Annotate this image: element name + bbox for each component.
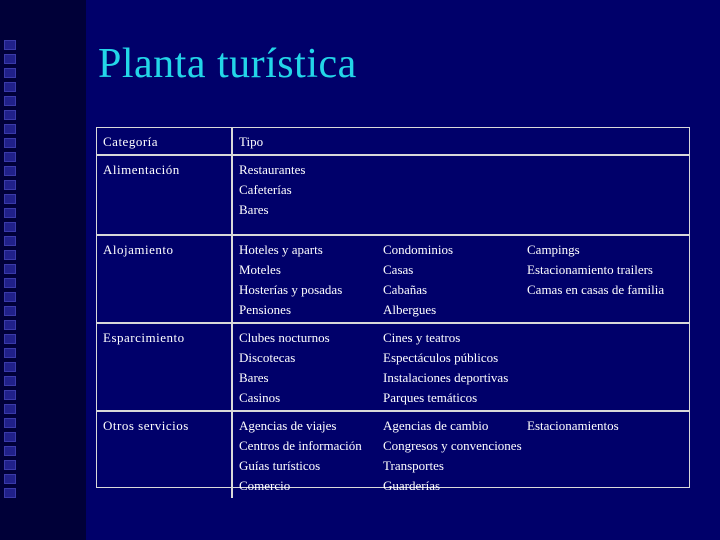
type-item: Parques temáticos <box>383 390 478 405</box>
type-item: Condominios <box>383 242 454 257</box>
type-item: Camas en casas de familia <box>527 282 665 297</box>
type-column-3 <box>527 416 619 496</box>
type-item: Estacionamientos <box>527 418 619 433</box>
category-cell: Esparcimiento <box>97 324 233 412</box>
decorative-square <box>4 82 16 92</box>
type-item: Agencias de cambio <box>383 418 489 433</box>
type-item: Pensiones <box>239 302 291 317</box>
decorative-square <box>4 166 16 176</box>
decorative-square <box>4 110 16 120</box>
type-item: Espectáculos públicos <box>383 350 499 365</box>
type-item: Restaurantes <box>239 162 306 177</box>
type-column-1 <box>239 328 383 408</box>
type-cell <box>233 236 689 324</box>
type-item: Campings <box>527 242 580 257</box>
type-item: Agencias de viajes <box>239 418 337 433</box>
decorative-square <box>4 292 16 302</box>
type-item: Hoteles y aparts <box>239 242 323 257</box>
type-item: Bares <box>239 370 269 385</box>
type-cell <box>233 324 689 412</box>
decorative-square <box>4 376 16 386</box>
type-item: Instalaciones deportivas <box>383 370 509 385</box>
type-column-2 <box>383 416 527 496</box>
left-decorative-strip <box>0 0 86 540</box>
decorative-square <box>4 404 16 414</box>
decorative-square <box>4 334 16 344</box>
decorative-square <box>4 222 16 232</box>
decorative-square <box>4 236 16 246</box>
decorative-square <box>4 124 16 134</box>
decorative-square <box>4 306 16 316</box>
type-item: Estacionamiento trailers <box>527 262 653 277</box>
type-item: Bares <box>239 202 269 217</box>
decorative-square <box>4 390 16 400</box>
table-row <box>97 324 689 412</box>
slide-title: Planta turística <box>98 41 357 87</box>
type-item: Centros de información <box>239 438 362 453</box>
type-column-1 <box>239 160 383 220</box>
decorative-square <box>4 348 16 358</box>
decorative-square <box>4 40 16 50</box>
decorative-square <box>4 208 16 218</box>
table-row <box>97 412 689 498</box>
type-item: Hosterías y posadas <box>239 282 343 297</box>
type-column-1 <box>239 416 383 496</box>
decorative-square <box>4 194 16 204</box>
table-row <box>97 156 689 236</box>
type-item: Cines y teatros <box>383 330 461 345</box>
type-item: Albergues <box>383 302 437 317</box>
type-item: Transportes <box>383 458 444 473</box>
type-item: Guías turísticos <box>239 458 321 473</box>
type-item: Clubes nocturnos <box>239 330 330 345</box>
decorative-square <box>4 264 16 274</box>
decorative-square <box>4 152 16 162</box>
decorative-square <box>4 250 16 260</box>
decorative-square <box>4 96 16 106</box>
decorative-square <box>4 488 16 498</box>
category-cell: Otros servicios <box>97 412 233 498</box>
type-item: Casas <box>383 262 414 277</box>
type-item: Cafeterías <box>239 182 292 197</box>
decorative-square <box>4 320 16 330</box>
decorative-square <box>4 446 16 456</box>
decorative-square <box>4 432 16 442</box>
type-column-3 <box>527 240 664 320</box>
category-cell: Alimentación <box>97 156 233 236</box>
type-item: Comercio <box>239 478 291 493</box>
decorative-square <box>4 418 16 428</box>
decorative-square <box>4 460 16 470</box>
type-column-1 <box>239 240 383 320</box>
decorative-square <box>4 54 16 64</box>
type-cell <box>233 412 689 498</box>
square-bullets-decoration <box>4 40 18 502</box>
table-header-row <box>97 128 689 156</box>
type-item: Guarderías <box>383 478 441 493</box>
type-column-2 <box>383 240 527 320</box>
type-item: Congresos y convenciones <box>383 438 522 453</box>
decorative-square <box>4 362 16 372</box>
category-cell: Alojamiento <box>97 236 233 324</box>
data-table <box>97 128 689 498</box>
decorative-square <box>4 180 16 190</box>
decorative-square <box>4 138 16 148</box>
type-item: Casinos <box>239 390 281 405</box>
decorative-square <box>4 474 16 484</box>
type-column-2 <box>383 328 527 408</box>
planta-turistica-table <box>96 127 690 493</box>
decorative-square <box>4 278 16 288</box>
header-categoria: Categoría <box>97 128 233 156</box>
header-tipo: Tipo <box>233 128 689 156</box>
table-row <box>97 236 689 324</box>
decorative-square <box>4 68 16 78</box>
type-cell <box>233 156 689 236</box>
type-item: Cabañas <box>383 282 428 297</box>
type-item: Discotecas <box>239 350 296 365</box>
type-item: Moteles <box>239 262 281 277</box>
